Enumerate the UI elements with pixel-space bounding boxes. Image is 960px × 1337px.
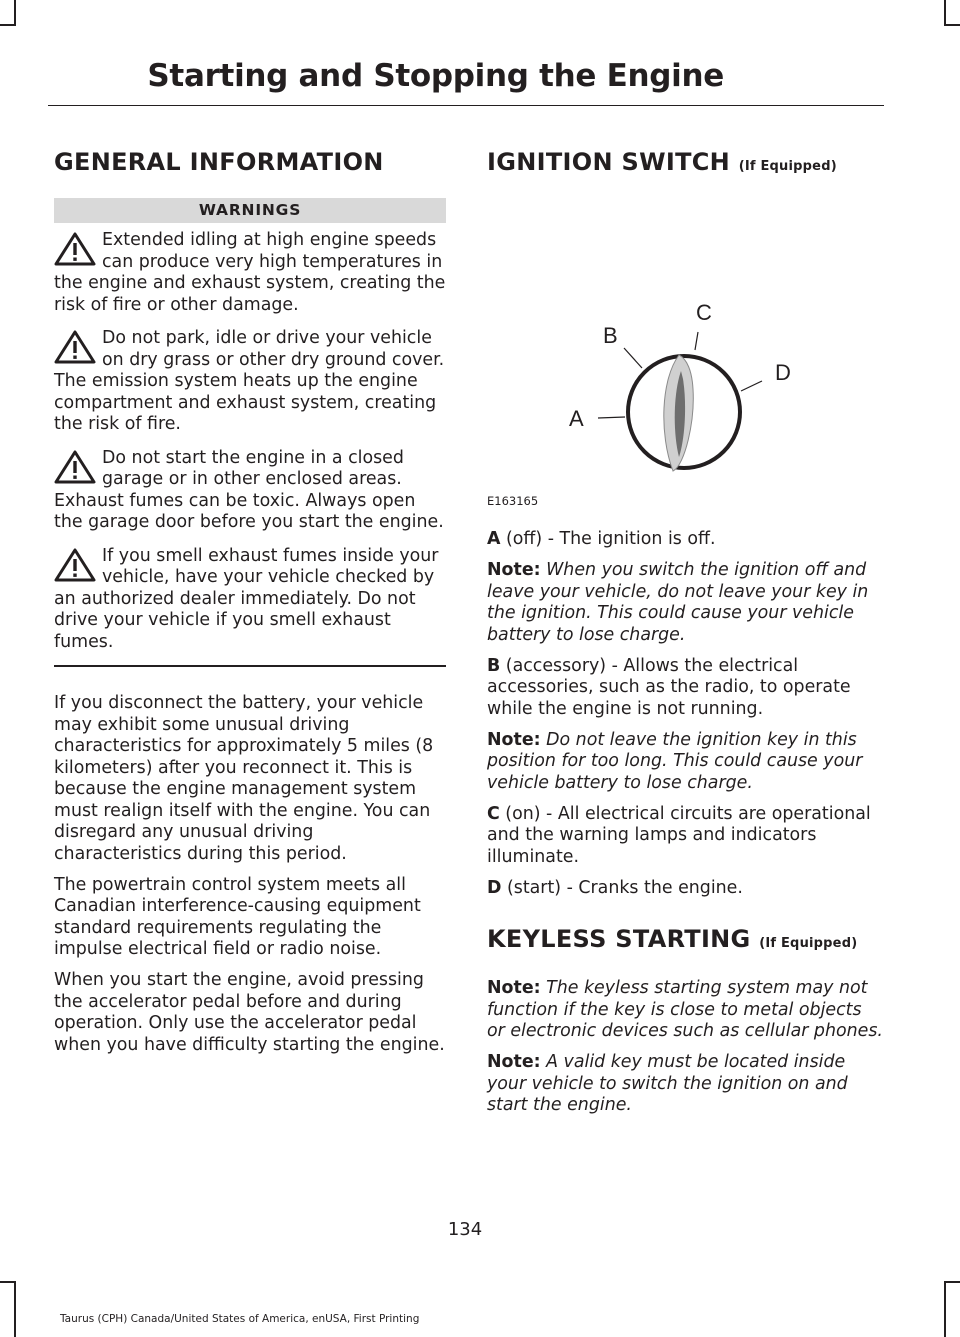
note-text: Do not leave the ignition key in this position for too long. This could cause your vehicle battery to lose charge.	[487, 729, 863, 793]
body-paragraph: When you start the engine, avoid pressing the accelerator pedal before and during operation. Only use the accelerator pedal when you have difficulty starting the engine.	[54, 970, 445, 1055]
crop-mark-bottom-left-h	[0, 1281, 16, 1283]
ignition-note	[487, 560, 883, 646]
item-text: (on) - All electrical circuits are operational and the warning lamps and indicators illuminate.	[487, 803, 871, 867]
warning-triangle-icon	[54, 450, 98, 488]
page-number: 134	[447, 1219, 483, 1240]
warning-item	[54, 230, 446, 316]
warning-triangle-icon	[54, 232, 98, 270]
warning-item	[54, 546, 446, 654]
warning-text: Do not start the engine in a closed garage or in other enclosed areas. Exhaust fumes can be toxic. Always open the garage door before you start the engine.	[54, 447, 444, 532]
item-text: (off) - The ignition is off.	[506, 529, 716, 549]
crop-mark-top-left-v	[14, 0, 16, 26]
position-c-label: C	[696, 300, 712, 325]
warnings-end-rule	[54, 665, 446, 667]
ignition-note	[487, 730, 883, 795]
item-key: D	[487, 877, 502, 898]
crop-mark-top-left-h	[0, 24, 16, 26]
ignition-switch-figure	[487, 189, 883, 508]
item-key: C	[487, 803, 500, 824]
crop-mark-bottom-right-h	[944, 1281, 960, 1283]
warnings-label: WARNINGS	[54, 198, 446, 223]
title-rule	[48, 105, 884, 106]
item-key: B	[487, 655, 501, 676]
note-text: A valid key must be located inside your vehicle to switch the ignition on and start the engine.	[487, 1052, 848, 1115]
position-d-label: D	[775, 360, 791, 385]
warning-text: Extended idling at high engine speeds can produce very high temperatures in the engine and exhaust system, creating the risk of fire or other damage.	[54, 230, 446, 315]
warning-text: Do not park, idle or drive your vehicle on dry grass or other dry ground cover. The emission system heats up the engine compartment and exhaust system, creating the risk of fire.	[54, 328, 445, 434]
ignition-item-c	[487, 804, 883, 869]
note-label: Note:	[487, 978, 541, 998]
general-information-heading: GENERAL INFORMATION	[54, 148, 384, 176]
note-text: When you switch the ignition off and leave your vehicle, do not leave your key in the ignition. This could cause your vehicle battery to lose charge.	[487, 560, 869, 645]
note-label: Note:	[487, 1052, 541, 1072]
ignition-item-a	[487, 529, 883, 551]
ignition-item-b	[487, 656, 883, 721]
position-a-label: A	[569, 406, 584, 431]
note-label: Note:	[487, 729, 541, 750]
item-key: A	[487, 529, 501, 549]
ignition-item-d	[487, 878, 883, 900]
ignition-switch-heading-suffix: (If Equipped)	[738, 159, 837, 174]
body-paragraph: The powertrain control system meets all Canadian interference-causing equipment standard requirements regulating the impulse electrical field or radio noise.	[54, 874, 421, 959]
crop-mark-bottom-right-v	[944, 1281, 946, 1337]
warning-item	[54, 448, 446, 534]
right-column	[487, 140, 883, 1126]
ignition-switch-diagram	[487, 189, 883, 485]
note-label: Note:	[487, 560, 541, 580]
crop-mark-top-right-v	[944, 0, 946, 26]
position-b-label: B	[603, 323, 618, 348]
warning-triangle-icon	[54, 548, 98, 586]
left-column	[54, 140, 446, 1066]
item-text: (accessory) - Allows the electrical accessories, such as the radio, to operate while the engine is not running.	[487, 655, 851, 719]
footer-model-info: Taurus (CPH) Canada/United States of America, enUSA, First Printing	[60, 1313, 420, 1325]
note-text: The keyless starting system may not function if the key is close to metal objects or electronic devices such as cellular phones.	[487, 978, 883, 1041]
item-text: (start) - Cranks the engine.	[506, 877, 743, 898]
crop-mark-bottom-left-v	[14, 1281, 16, 1337]
keyless-note	[487, 1052, 883, 1117]
warning-triangle-icon	[54, 330, 98, 368]
warning-item	[54, 328, 446, 436]
keyless-starting-heading	[487, 917, 883, 966]
keyless-starting-heading-suffix: (If Equipped)	[759, 936, 858, 951]
body-paragraph: If you disconnect the battery, your vehicle may exhibit some unusual driving characteristics for approximately 5 miles (8 kilometers) after you reconnect it. This is because the engine management system must realign itself with the engine. You can disregard any unusual driving characteristics during this period.	[54, 693, 434, 864]
warning-text: If you smell exhaust fumes inside your vehicle, have your vehicle checked by an authorized dealer immediately. Do not drive your vehicle if you smell exhaust fumes.	[54, 545, 439, 652]
keyless-starting-heading-text: KEYLESS STARTING	[487, 925, 751, 953]
page-title: Starting and Stopping the Engine	[147, 58, 724, 94]
crop-mark-top-right-h	[944, 24, 960, 26]
figure-code: E163165	[487, 494, 539, 508]
keyless-note	[487, 978, 883, 1043]
ignition-switch-heading	[487, 140, 883, 189]
ignition-switch-heading-text: IGNITION SWITCH	[487, 148, 731, 176]
